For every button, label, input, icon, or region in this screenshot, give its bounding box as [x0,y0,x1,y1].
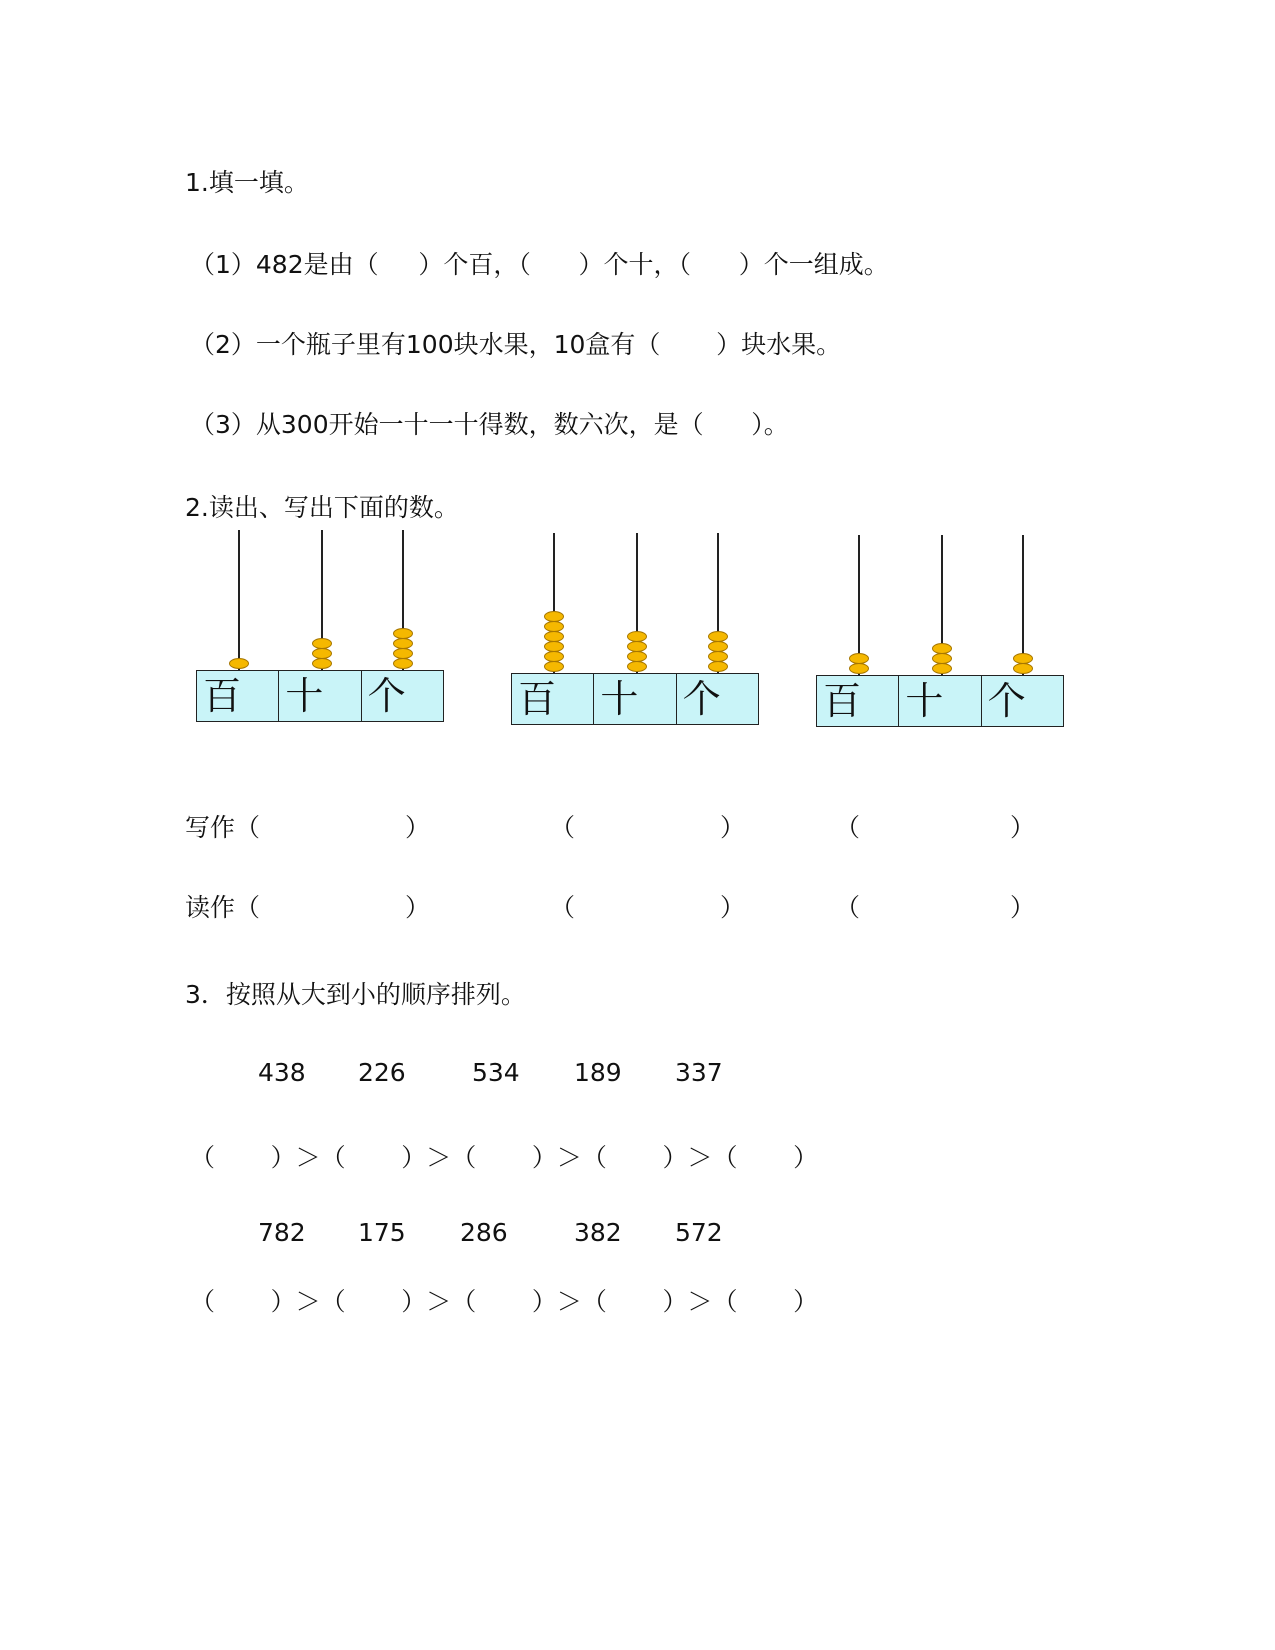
abacus-bead [312,638,332,649]
write-close-2: ） [720,813,746,842]
write-close-3: ） [1010,813,1036,842]
abacus-rod [238,530,240,670]
place-label: 个 [367,674,406,718]
number-1-1: 438 [258,1058,306,1087]
abacus-bead [1013,653,1033,664]
abacus-bead [544,661,564,672]
abacus-bead [708,631,728,642]
abacus-bead [1013,663,1033,674]
question-3-title: 3．按照从大到小的顺序排列。 [185,980,526,1009]
abacus-bead [312,658,332,669]
number-2-4: 382 [574,1218,622,1247]
question-1-item-2: （2）一个瓶子里有100块水果，10盒有（ ）块水果。 [190,330,842,359]
read-close-2: ） [720,893,746,922]
question-1-item-3: （3）从300开始一十一十得数，数六次，是（ ）。 [190,410,789,439]
abacus-bead [627,651,647,662]
abacus-bead [544,631,564,642]
place-label: 个 [682,677,721,721]
place-value-box [511,673,759,725]
read-open-2: （ [550,893,576,922]
place-value-box [816,675,1064,727]
abacus-bead [393,638,413,649]
number-2-3: 286 [460,1218,508,1247]
abacus-bead [627,631,647,642]
abacus-bead [708,641,728,652]
place-label: 十 [594,674,676,724]
place-label: 百 [197,671,279,721]
abacus-bead [932,643,952,654]
question-1-item-1: （1）482是由（ ）个百，（ ）个十，（ ）个一组成。 [190,250,889,279]
number-1-2: 226 [358,1058,406,1087]
question-2-title: 2.读出、写出下面的数。 [185,493,459,522]
write-close-1: ） [405,813,431,842]
abacus-bead [932,653,952,664]
abacus-bead [544,651,564,662]
read-close-1: ） [405,893,431,922]
write-label: 写作（ [185,813,261,842]
abacus-bead [312,648,332,659]
number-2-2: 175 [358,1218,406,1247]
read-close-3: ） [1010,893,1036,922]
number-2-1: 782 [258,1218,306,1247]
abacus-bead [393,648,413,659]
abacus-bead [393,658,413,669]
abacus-bead [627,661,647,672]
place-label: 十 [279,671,361,721]
order-line-2: （ ）＞（ ）＞（ ）＞（ ）＞（ ） [190,1287,819,1316]
abacus-bead [544,621,564,632]
place-label: 十 [899,676,981,726]
abacus-bead [627,641,647,652]
write-open-2: （ [550,813,576,842]
number-2-5: 572 [675,1218,723,1247]
place-label: 个 [987,679,1026,723]
abacus-bead [544,641,564,652]
order-line-1: （ ）＞（ ）＞（ ）＞（ ）＞（ ） [190,1143,819,1172]
abacus-bead [708,661,728,672]
place-label: 百 [817,676,899,726]
abacus-bead [849,663,869,674]
abacus-bead [932,663,952,674]
abacus-bead [393,628,413,639]
number-1-3: 534 [472,1058,520,1087]
abacus-bead [708,651,728,662]
question-1-title: 1.填一填。 [185,168,309,197]
abacus-bead [229,658,249,669]
abacus-bead [849,653,869,664]
abacus-bead [544,611,564,622]
number-1-4: 189 [574,1058,622,1087]
number-1-5: 337 [675,1058,723,1087]
read-label: 读作（ [185,893,261,922]
write-open-3: （ [835,813,861,842]
place-value-box [196,670,444,722]
place-label: 百 [512,674,594,724]
read-open-3: （ [835,893,861,922]
